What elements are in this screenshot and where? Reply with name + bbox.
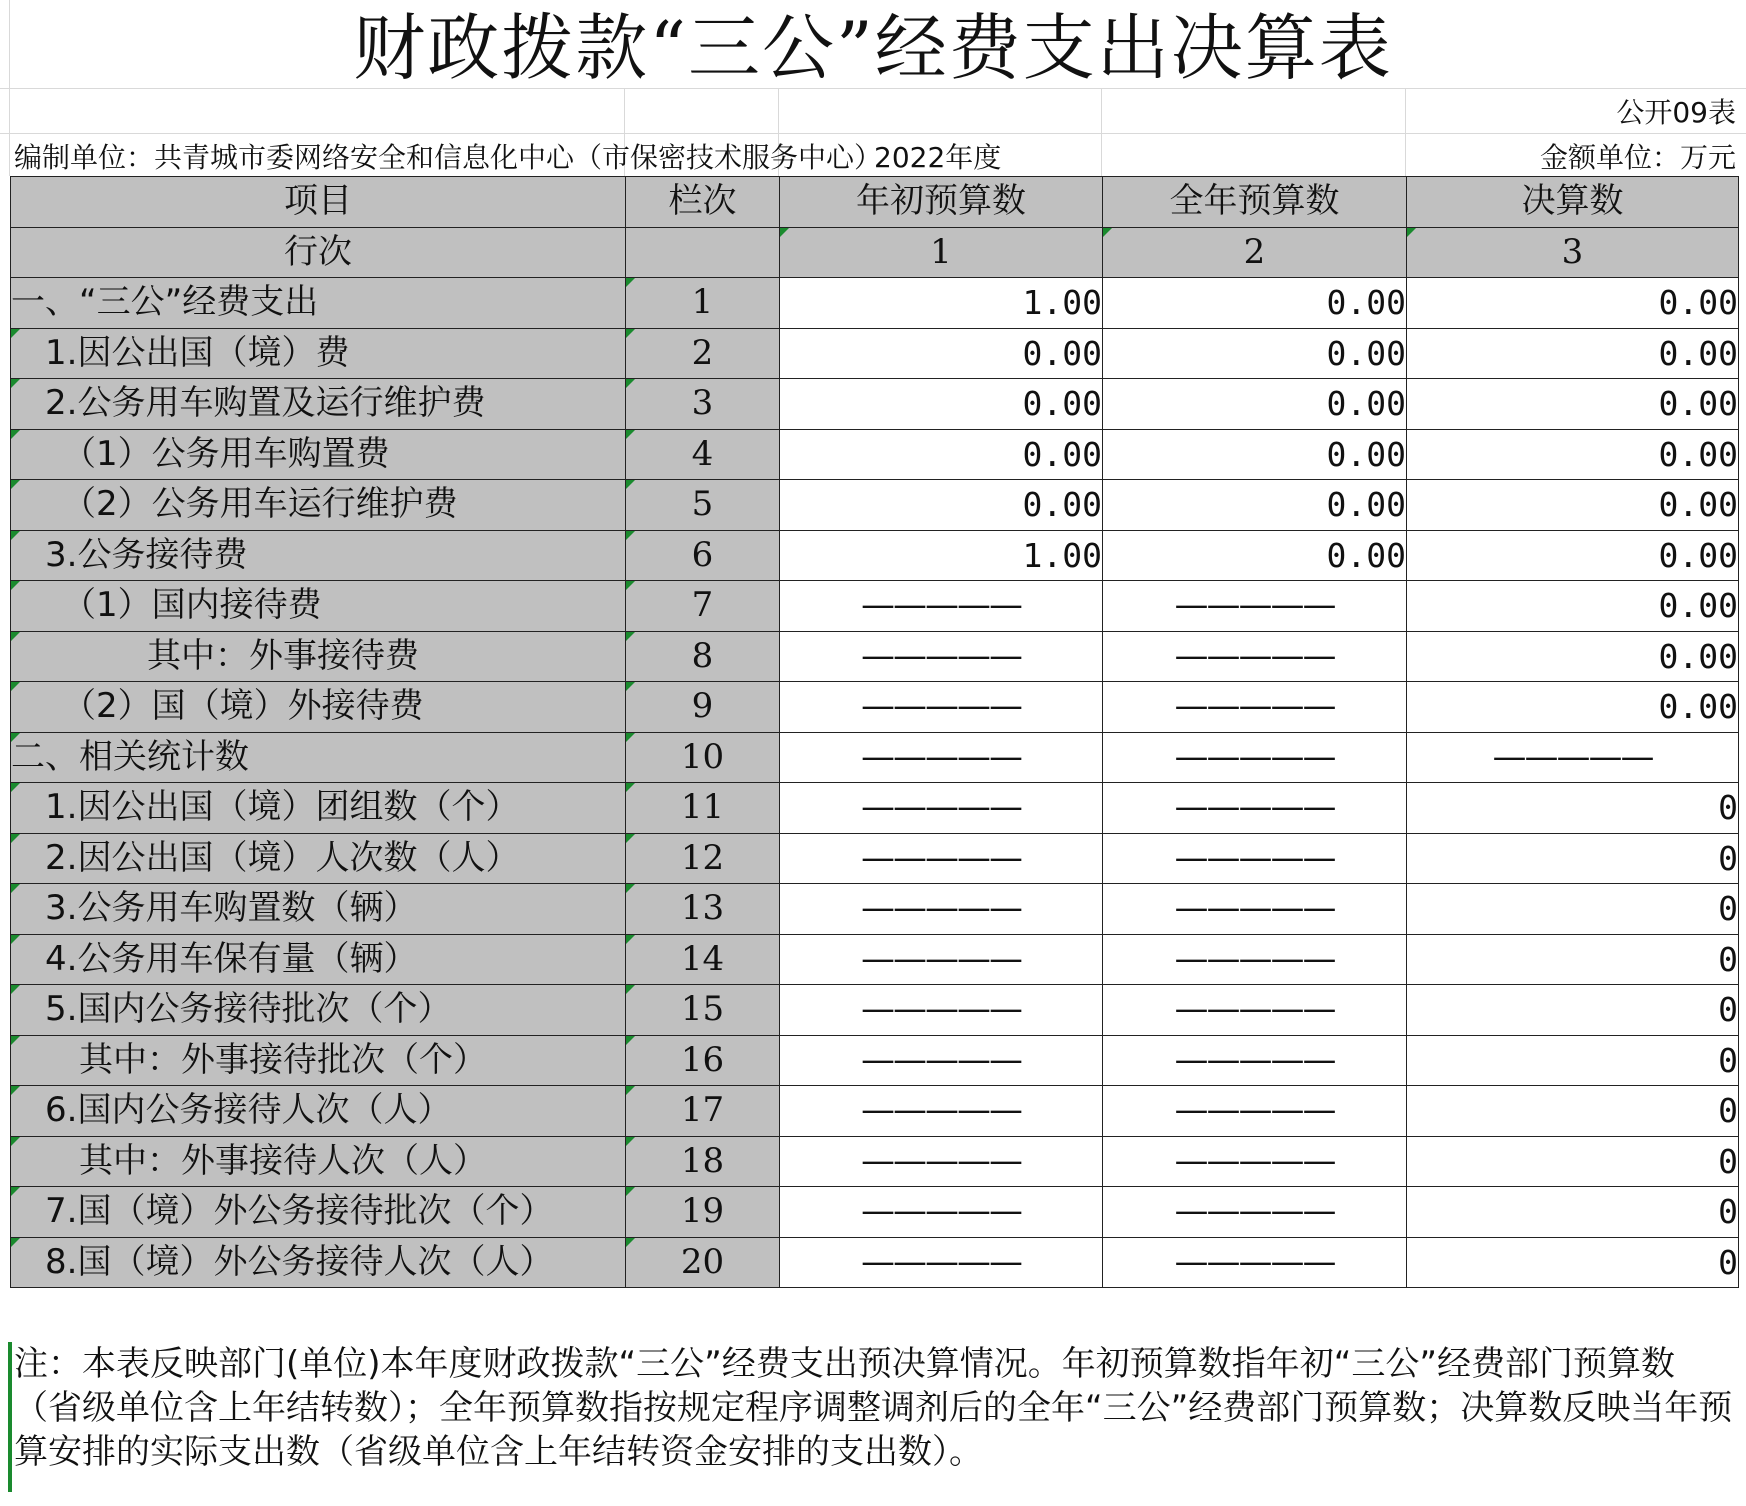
- item-cell[interactable]: 2.公务用车购置及运行维护费: [11, 379, 626, 430]
- final-account-cell[interactable]: 0: [1407, 1187, 1739, 1238]
- full-year-budget-cell[interactable]: 0.00: [1103, 480, 1407, 531]
- table-row: [11, 1136, 1739, 1187]
- item-cell[interactable]: 5.国内公务接待批次（个）: [11, 985, 626, 1036]
- item-cell[interactable]: 1.因公出国（境）团组数（个）: [11, 783, 626, 834]
- table-row: [11, 530, 1739, 581]
- table-row: [11, 278, 1739, 329]
- table-row: [11, 732, 1739, 783]
- full-year-budget-cell[interactable]: —————: [1103, 581, 1407, 632]
- full-year-budget-cell[interactable]: 0.00: [1103, 429, 1407, 480]
- initial-budget-cell[interactable]: 0.00: [780, 328, 1103, 379]
- final-account-cell[interactable]: 0: [1407, 1136, 1739, 1187]
- final-account-cell[interactable]: 0: [1407, 985, 1739, 1036]
- table-row: [11, 379, 1739, 430]
- row-number-cell[interactable]: 4: [626, 429, 780, 480]
- final-account-cell[interactable]: 0: [1407, 833, 1739, 884]
- item-cell[interactable]: 6.国内公务接待人次（人）: [11, 1086, 626, 1137]
- item-cell[interactable]: 其中：外事接待人次（人）: [11, 1136, 626, 1187]
- index-blank[interactable]: [626, 227, 780, 278]
- initial-budget-cell[interactable]: 0.00: [780, 379, 1103, 430]
- initial-budget-cell[interactable]: —————: [780, 631, 1103, 682]
- table-note: 注：本表反映部门(单位)本年度财政拨款“三公”经费支出预决算情况。年初预算数指年初“三公”经费部门预算数（省级单位含上年结转数）；全年预算数指按规定程序调整调剂后的全年“三公”经费部门预算数；决算数反映当年预算安排的实际支出数（省级单位含上年结转资金安排的支出数）。: [14, 1344, 1733, 1472]
- row-number-cell[interactable]: 7: [626, 581, 780, 632]
- table-row: [11, 480, 1739, 531]
- item-cell[interactable]: 其中：外事接待费: [11, 631, 626, 682]
- full-year-budget-cell[interactable]: —————: [1103, 783, 1407, 834]
- final-account-cell[interactable]: 0.00: [1407, 530, 1739, 581]
- item-cell[interactable]: 7.国（境）外公务接待批次（个）: [11, 1187, 626, 1238]
- row-number-cell[interactable]: 2: [626, 328, 780, 379]
- row-number-cell[interactable]: 5: [626, 480, 780, 531]
- initial-budget-cell[interactable]: —————: [780, 1187, 1103, 1238]
- full-year-budget-cell[interactable]: 0.00: [1103, 379, 1407, 430]
- report-title: 财政拨款“三公”经费支出决算表: [353, 6, 1393, 90]
- initial-budget-cell[interactable]: —————: [780, 1086, 1103, 1137]
- row-number-cell[interactable]: 13: [626, 884, 780, 935]
- fiscal-year: 2022年度: [874, 141, 1002, 174]
- index-2[interactable]: 2: [1103, 227, 1407, 278]
- header-final-account[interactable]: 决算数: [1407, 177, 1739, 228]
- full-year-budget-cell[interactable]: 0.00: [1103, 278, 1407, 329]
- row-number-cell[interactable]: 20: [626, 1237, 780, 1288]
- initial-budget-cell[interactable]: —————: [780, 884, 1103, 935]
- final-account-cell[interactable]: 0.00: [1407, 682, 1739, 733]
- final-account-cell[interactable]: 0: [1407, 1237, 1739, 1288]
- table-row: [11, 783, 1739, 834]
- full-year-budget-cell[interactable]: —————: [1103, 1086, 1407, 1137]
- item-cell[interactable]: 1.因公出国（境）费: [11, 328, 626, 379]
- row-number-cell[interactable]: 8: [626, 631, 780, 682]
- header-row: [11, 177, 1739, 228]
- row-number-cell[interactable]: 17: [626, 1086, 780, 1137]
- full-year-budget-cell[interactable]: 0.00: [1103, 530, 1407, 581]
- full-year-budget-cell[interactable]: —————: [1103, 985, 1407, 1036]
- row-number-cell[interactable]: 12: [626, 833, 780, 884]
- item-cell[interactable]: 2.因公出国（境）人次数（人）: [11, 833, 626, 884]
- full-year-budget-cell[interactable]: —————: [1103, 732, 1407, 783]
- index-3[interactable]: 3: [1407, 227, 1739, 278]
- gridline: [1405, 88, 1406, 176]
- index-1[interactable]: 1: [780, 227, 1103, 278]
- full-year-budget-cell[interactable]: —————: [1103, 884, 1407, 935]
- row-number-cell[interactable]: 15: [626, 985, 780, 1036]
- header-full-year-budget[interactable]: 全年预算数: [1103, 177, 1407, 228]
- item-cell[interactable]: 3.公务接待费: [11, 530, 626, 581]
- table-row: [11, 1237, 1739, 1288]
- row-number-cell[interactable]: 11: [626, 783, 780, 834]
- full-year-budget-cell[interactable]: —————: [1103, 682, 1407, 733]
- final-account-cell[interactable]: 0.00: [1407, 429, 1739, 480]
- table-row: [11, 833, 1739, 884]
- final-account-cell[interactable]: —————: [1407, 732, 1739, 783]
- initial-budget-cell[interactable]: —————: [780, 1237, 1103, 1288]
- table-row: [11, 581, 1739, 632]
- item-cell[interactable]: 其中：外事接待批次（个）: [11, 1035, 626, 1086]
- note-marker: [8, 1342, 12, 1492]
- item-cell[interactable]: （2）国（境）外接待费: [11, 682, 626, 733]
- item-cell[interactable]: 8.国（境）外公务接待人次（人）: [11, 1237, 626, 1288]
- gridline: [1101, 88, 1102, 176]
- table-row: [11, 429, 1739, 480]
- item-cell[interactable]: （1）国内接待费: [11, 581, 626, 632]
- table-row: [11, 1187, 1739, 1238]
- initial-budget-cell[interactable]: —————: [780, 732, 1103, 783]
- row-number-cell[interactable]: 18: [626, 1136, 780, 1187]
- initial-budget-cell[interactable]: 1.00: [780, 278, 1103, 329]
- initial-budget-cell[interactable]: —————: [780, 1136, 1103, 1187]
- final-account-cell[interactable]: 0: [1407, 783, 1739, 834]
- final-account-cell[interactable]: 0.00: [1407, 581, 1739, 632]
- table-row: [11, 985, 1739, 1036]
- table-row: [11, 682, 1739, 733]
- row-number-cell[interactable]: 3: [626, 379, 780, 430]
- full-year-budget-cell[interactable]: —————: [1103, 631, 1407, 682]
- row-number-cell[interactable]: 6: [626, 530, 780, 581]
- table-row: [11, 328, 1739, 379]
- full-year-budget-cell[interactable]: —————: [1103, 1136, 1407, 1187]
- money-unit: 金额单位：万元: [1539, 141, 1736, 174]
- initial-budget-cell[interactable]: 0.00: [780, 429, 1103, 480]
- initial-budget-cell[interactable]: 0.00: [780, 480, 1103, 531]
- row-number-cell[interactable]: 16: [626, 1035, 780, 1086]
- full-year-budget-cell[interactable]: —————: [1103, 1187, 1407, 1238]
- full-year-budget-cell[interactable]: —————: [1103, 833, 1407, 884]
- item-cell[interactable]: 一、“三公”经费支出: [11, 278, 626, 329]
- row-number-cell[interactable]: 10: [626, 732, 780, 783]
- item-cell[interactable]: （1）公务用车购置费: [11, 429, 626, 480]
- final-account-cell[interactable]: 0.00: [1407, 278, 1739, 329]
- full-year-budget-cell[interactable]: —————: [1103, 1035, 1407, 1086]
- initial-budget-cell[interactable]: —————: [780, 985, 1103, 1036]
- item-cell[interactable]: 3.公务用车购置数（辆）: [11, 884, 626, 935]
- form-code: 公开09表: [1616, 96, 1736, 129]
- initial-budget-cell[interactable]: —————: [780, 682, 1103, 733]
- header-item[interactable]: 项目: [11, 177, 626, 228]
- row-number-cell[interactable]: 9: [626, 682, 780, 733]
- index-row: [11, 227, 1739, 278]
- final-account-cell[interactable]: 0.00: [1407, 379, 1739, 430]
- table-row: [11, 934, 1739, 985]
- final-account-cell[interactable]: 0: [1407, 884, 1739, 935]
- table-row: [11, 631, 1739, 682]
- org-label: 编制单位：共青城市委网络安全和信息化中心（市保密技术服务中心）: [14, 141, 883, 174]
- item-cell[interactable]: 4.公务用车保有量（辆）: [11, 934, 626, 985]
- gridline: [0, 133, 1746, 134]
- table-row: [11, 1086, 1739, 1137]
- row-number-cell[interactable]: 1: [626, 278, 780, 329]
- initial-budget-cell[interactable]: —————: [780, 934, 1103, 985]
- item-cell[interactable]: （2）公务用车运行维护费: [11, 480, 626, 531]
- initial-budget-cell[interactable]: —————: [780, 833, 1103, 884]
- full-year-budget-cell[interactable]: 0.00: [1103, 328, 1407, 379]
- full-year-budget-cell[interactable]: —————: [1103, 934, 1407, 985]
- initial-budget-cell[interactable]: —————: [780, 581, 1103, 632]
- full-year-budget-cell[interactable]: —————: [1103, 1237, 1407, 1288]
- final-account-cell[interactable]: 0.00: [1407, 631, 1739, 682]
- final-account-cell[interactable]: 0.00: [1407, 480, 1739, 531]
- final-account-cell[interactable]: 0: [1407, 934, 1739, 985]
- row-number-cell[interactable]: 14: [626, 934, 780, 985]
- initial-budget-cell[interactable]: —————: [780, 783, 1103, 834]
- initial-budget-cell[interactable]: —————: [780, 1035, 1103, 1086]
- header-column-no[interactable]: 栏次: [626, 177, 780, 228]
- item-cell[interactable]: 二、相关统计数: [11, 732, 626, 783]
- row-number-cell[interactable]: 19: [626, 1187, 780, 1238]
- expense-table: [10, 176, 1739, 1288]
- row-index-label[interactable]: 行次: [11, 227, 626, 278]
- table-row: [11, 1035, 1739, 1086]
- header-initial-budget[interactable]: 年初预算数: [780, 177, 1103, 228]
- table-row: [11, 884, 1739, 935]
- initial-budget-cell[interactable]: 1.00: [780, 530, 1103, 581]
- final-account-cell[interactable]: 0: [1407, 1035, 1739, 1086]
- final-account-cell[interactable]: 0.00: [1407, 328, 1739, 379]
- final-account-cell[interactable]: 0: [1407, 1086, 1739, 1137]
